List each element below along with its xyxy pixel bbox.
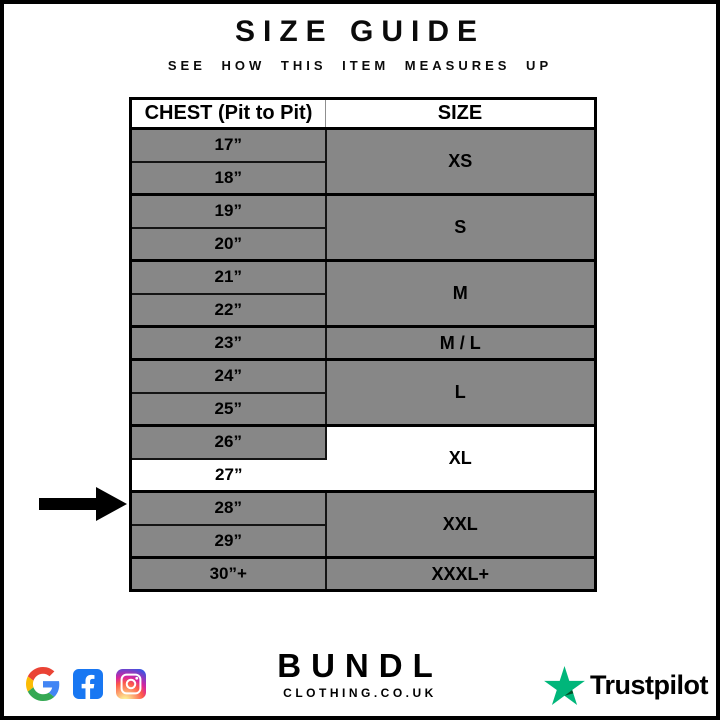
- chest-cell-21: 21”: [131, 261, 326, 294]
- table-row: [131, 558, 596, 591]
- brand-name: BUNDL: [277, 647, 443, 684]
- size-table: [129, 97, 597, 592]
- size-cell-xl-highlighted: XL: [326, 426, 596, 492]
- trustpilot-star-icon: [544, 666, 585, 705]
- chest-cell-18: 18”: [131, 162, 326, 195]
- table-row: [131, 129, 596, 162]
- chest-cell-27-highlighted: 27”: [131, 459, 326, 492]
- table-row: [131, 261, 596, 294]
- chest-cell-17: 17”: [131, 129, 326, 162]
- chest-cell-20: 20”: [131, 228, 326, 261]
- table-row: [131, 195, 596, 228]
- chest-cell-23: 23”: [131, 327, 326, 360]
- trustpilot-label: Trustpilot: [590, 670, 708, 700]
- size-cell-xs: XS: [326, 129, 596, 195]
- page-subtitle: SEE HOW THIS ITEM MEASURES UP: [167, 58, 553, 73]
- size-cell-m: M: [326, 261, 596, 327]
- chest-cell-26: 26”: [131, 426, 326, 459]
- arrow-right-icon: [39, 487, 127, 521]
- trustpilot-logo[interactable]: [544, 666, 708, 705]
- size-cell-xxl: XXL: [326, 492, 596, 558]
- chest-cell-24: 24”: [131, 360, 326, 393]
- table-row: [131, 360, 596, 393]
- table-header-row: [131, 99, 596, 129]
- size-cell-l: L: [326, 360, 596, 426]
- size-cell-s: S: [326, 195, 596, 261]
- table-row: [131, 327, 596, 360]
- column-header-chest: CHEST (Pit to Pit): [131, 99, 326, 129]
- column-header-size: SIZE: [326, 99, 596, 129]
- table-row: [131, 426, 596, 459]
- size-cell-m-l: M / L: [326, 327, 596, 360]
- page-title: SIZE GUIDE: [234, 15, 486, 48]
- chest-cell-25: 25”: [131, 393, 326, 426]
- chest-cell-29: 29”: [131, 525, 326, 558]
- chest-cell-22: 22”: [131, 294, 326, 327]
- size-cell-xxxlplus: XXXL+: [326, 558, 596, 591]
- table-row: [131, 492, 596, 525]
- chest-cell-19: 19”: [131, 195, 326, 228]
- brand-domain: CLOTHING.CO.UK: [283, 685, 437, 700]
- chest-cell-28: 28”: [131, 492, 326, 525]
- chest-cell-30plus: 30”+: [131, 558, 326, 591]
